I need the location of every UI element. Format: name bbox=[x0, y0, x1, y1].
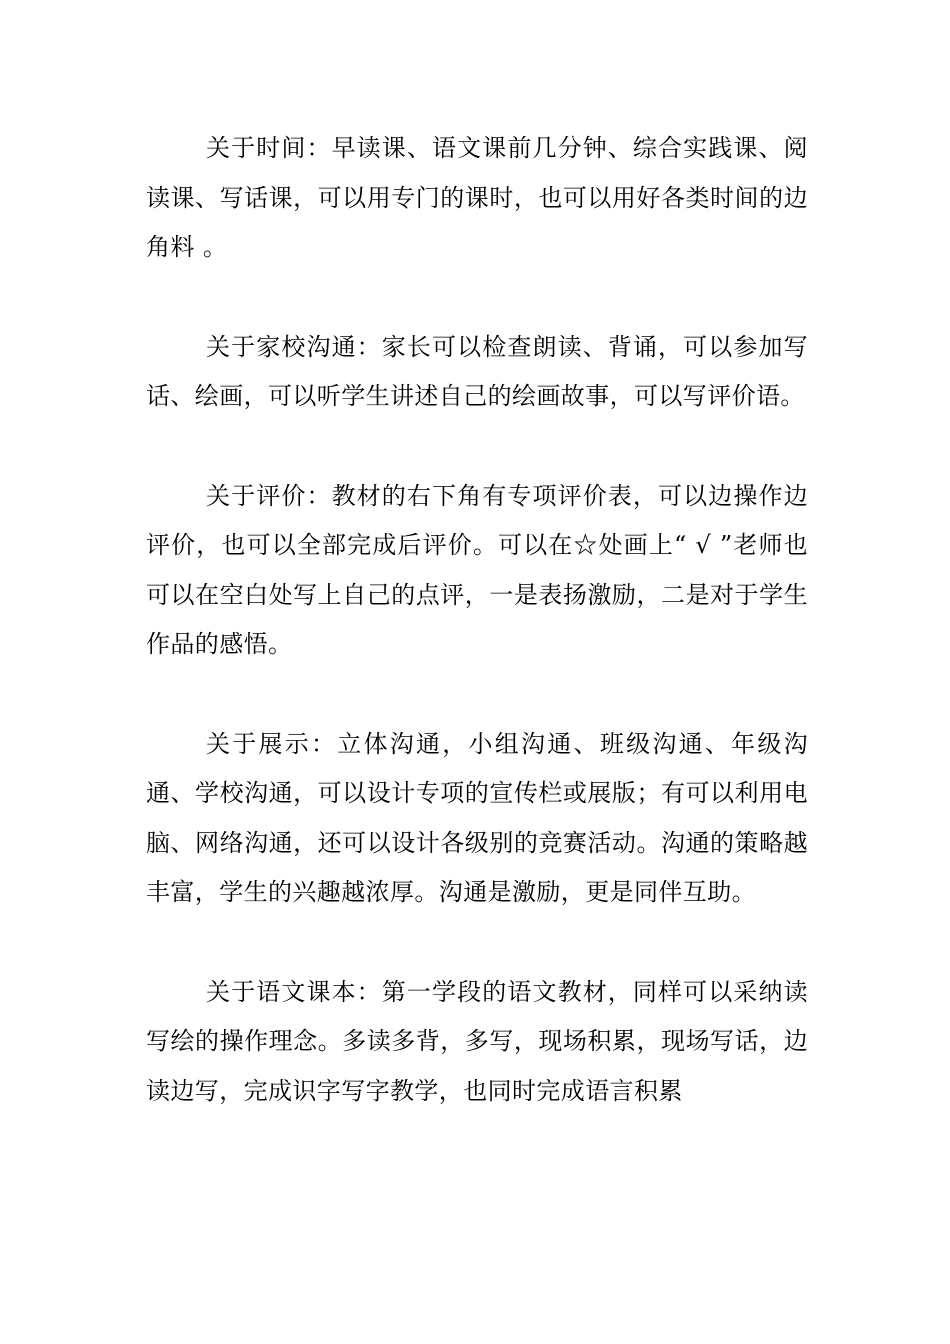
paragraph-time: 关于时间：早读课、语文课前几分钟、综合实践课、阅读课、写话课，可以用专门的课时，也可以用好各类时间的边角料 。 bbox=[146, 134, 808, 261]
paragraph-evaluation: 关于评价：教材的右下角有专项评价表，可以边操作边评价，也可以全部完成后评价。可以在☆处画上“ √ ”老师也可以在空白处写上自己的点评，一是表扬激励，二是对于学生作品的感悟。 bbox=[146, 481, 808, 658]
document-page bbox=[146, 124, 808, 1116]
paragraph-textbook: 关于语文课本：第一学段的语文教材，同样可以采纳读写绘的操作理念。多读多背，多写，现场积累，现场写话，边读边写，完成识字写字教学，也同时完成语言积累 bbox=[146, 977, 808, 1105]
paragraph-display: 关于展示：立体沟通，小组沟通、班级沟通、年级沟通、学校沟通，可以设计专项的宣传栏或展版；有可以利用电脑、网络沟通，还可以设计各级别的竞赛活动。沟通的策略越丰富，学生的兴趣越浓厚。沟通是激励，更是同伴互助。 bbox=[146, 729, 808, 906]
paragraph-home-school-communication: 关于家校沟通：家长可以检查朗读、背诵，可以参加写话、绘画，可以听学生讲述自己的绘画故事，可以写评价语。 bbox=[146, 332, 808, 410]
